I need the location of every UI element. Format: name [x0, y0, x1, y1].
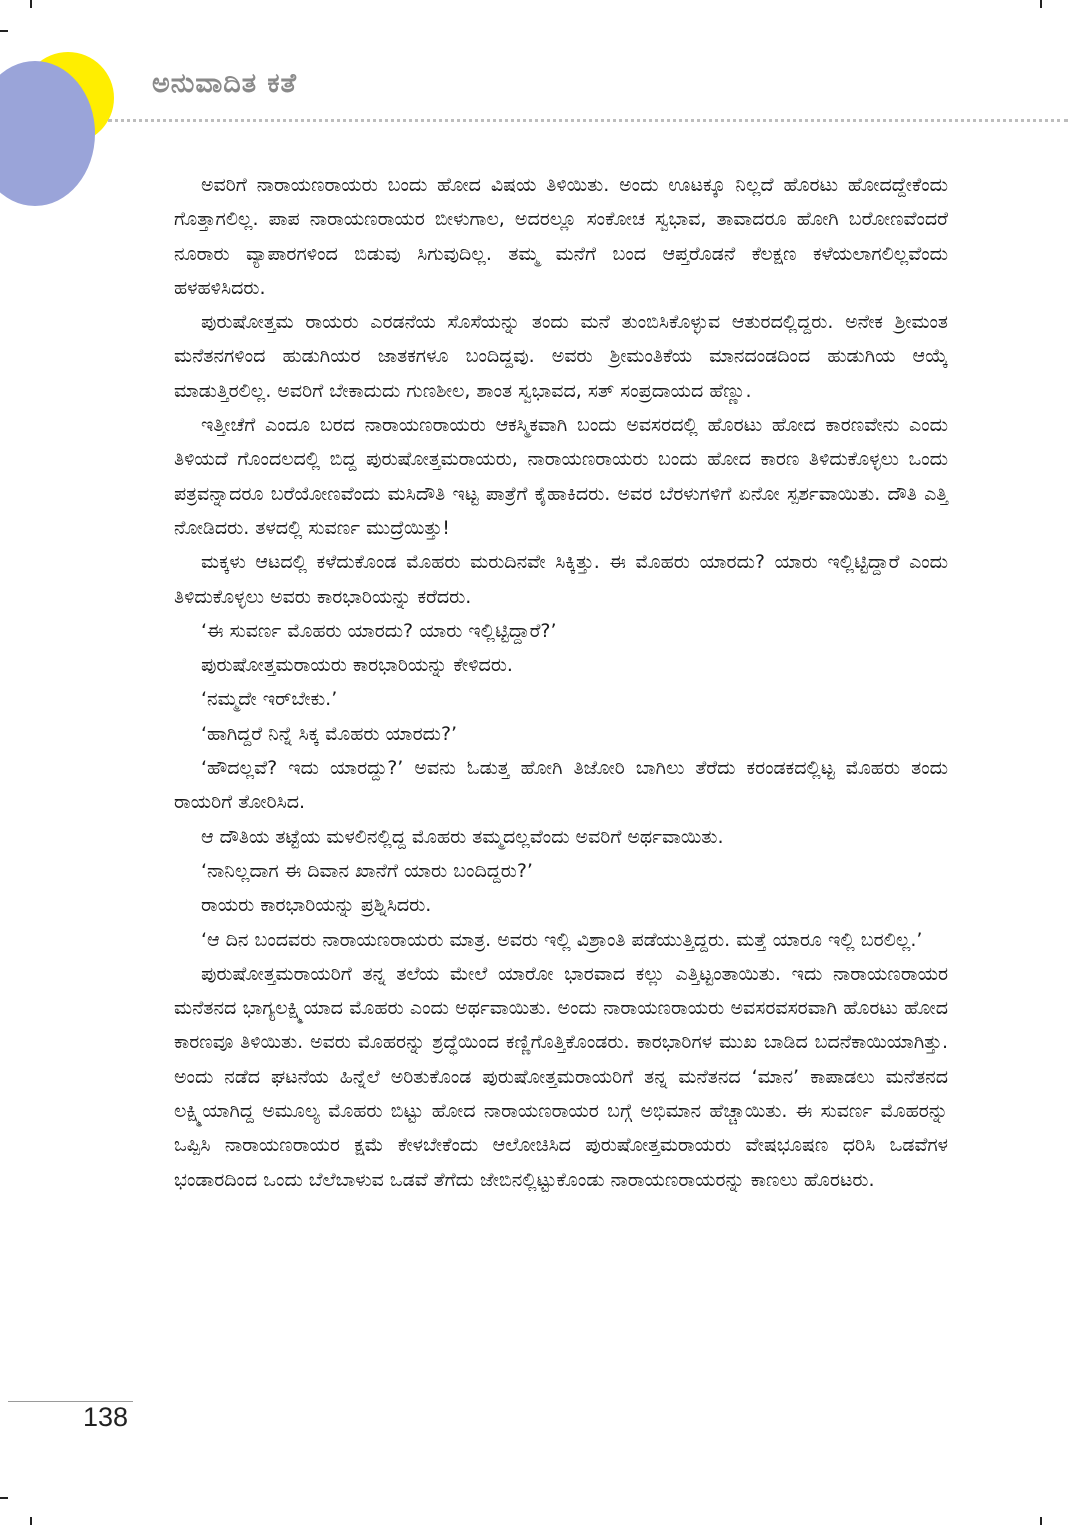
dialogue-line: ‘ನಮ್ಮದೇ ಇರ್‌ಬೇಕು.’ [201, 688, 338, 711]
paragraph: ಪುರುಷೋತ್ತಮ ರಾಯರು ಎರಡನೆಯ ಸೊಸೆಯನ್ನು ತಂದು ಮನೆ ತುಂಬಿಸಿಕೊಳ್ಳುವ ಆತುರದಲ್ಲಿದ್ದರು. ಅನೇಕ ಶ್ರೀಮಂತ ಮನೆತನಗಳಿಂದ ಹುಡುಗಿಯರ ಜಾತಕಗಳೂ ಬಂದಿದ್ದವು. ಅವರು ಶ್ರೀಮಂತಿಕೆಯ ಮಾನದಂಡದಿಂದ ಹುಡುಗಿಯ ಆಯ್ಕೆ ಮಾಡುತ್ತಿರಲಿಲ್ಲ. ಅವರಿಗೆ ಬೇಕಾದುದು ಗುಣಶೀಲ, ಶಾಂತ ಸ್ವಭಾವದ, ಸತ್ ಸಂಪ್ರದಾಯದ ಹೆಣ್ಣು. [174, 311, 948, 402]
paragraph: ಆ ದೌತಿಯ ತಟ್ಟೆಯ ಮಳಲಿನಲ್ಲಿದ್ದ ಮೊಹರು ತಮ್ಮದಲ್ಲವೆಂದು ಅವರಿಗೆ ಅರ್ಥವಾಯಿತು. [201, 825, 724, 848]
paragraph: ‘ಆ ದಿನ ಬಂದವರು ನಾರಾಯಣರಾಯರು ಮಾತ್ರ. ಅವರು ಇಲ್ಲಿ ವಿಶ್ರಾಂತಿ ಪಡೆಯುತ್ತಿದ್ದರು. ಮತ್ತೆ ಯಾರೂ ಇಲ್ಲಿ ಬರಲಿಲ್ಲ.’ [201, 928, 923, 951]
dialogue-line: ರಾಯರು ಕಾರಭಾರಿಯನ್ನು ಪ್ರಶ್ನಿಸಿದರು. [201, 894, 432, 917]
dialogue-line: ‘ಈ ಸುವರ್ಣ ಮೊಹರು ಯಾರದು? ಯಾರು ಇಲ್ಲಿಟ್ಟಿದ್ದಾರೆ?’ [201, 619, 557, 642]
crop-mark [0, 30, 8, 32]
dialogue-line: ‘ನಾನಿಲ್ಲದಾಗ ಈ ದಿವಾನ ಖಾನೆಗೆ ಯಾರು ಬಂದಿದ್ದರು?’ [201, 859, 533, 882]
crop-mark [1040, 0, 1042, 8]
crop-mark [0, 1497, 8, 1499]
crop-mark [30, 0, 32, 8]
paragraph: ಇತ್ತೀಚೆಗೆ ಎಂದೂ ಬರದ ನಾರಾಯಣರಾಯರು ಆಕಸ್ಮಿಕವಾಗಿ ಬಂದು ಅವಸರದಲ್ಲಿ ಹೊರಟು ಹೋದ ಕಾರಣವೇನು ಎಂದು ತಿಳಿಯದೆ ಗೊಂದಲದಲ್ಲಿ ಬಿದ್ದ ಪುರುಷೋತ್ತಮರಾಯರು, ನಾರಾಯಣರಾಯರು ಬಂದು ಹೋದ ಕಾರಣ ತಿಳಿದುಕೊಳ್ಳಲು ಒಂದು ಪತ್ರವನ್ನಾದರೂ ಬರೆಯೋಣವೆಂದು ಮಸಿದೌತಿ ಇಟ್ಟ ಪಾತ್ರೆಗೆ ಕೈಹಾಕಿದರು. ಅವರ ಬೆರಳುಗಳಿಗೆ ಏನೋ ಸ್ಪರ್ಶವಾಯಿತು. ದೌತಿ ಎತ್ತಿ ನೋಡಿದರು. ತಳದಲ್ಲಿ ಸುವರ್ಣ ಮುದ್ರೆಯಿತ್ತು! [174, 414, 948, 539]
paragraph: ಮಕ್ಕಳು ಆಟದಲ್ಲಿ ಕಳೆದುಕೊಂಡ ಮೊಹರು ಮರುದಿನವೇ ಸಿಕ್ಕಿತ್ತು. ಈ ಮೊಹರು ಯಾರದು? ಯಾರು ಇಲ್ಲಿಟ್ಟಿದ್ದಾರೆ ಎಂದು ತಿಳಿದುಕೊಳ್ಳಲು ಅವರು ಕಾರಭಾರಿಯನ್ನು ಕರೆದರು. [174, 551, 948, 608]
crop-mark [1040, 1517, 1042, 1525]
crop-mark [30, 1517, 32, 1525]
dialogue-line: ‘ಹಾಗಿದ್ದರೆ ನಿನ್ನೆ ಸಿಕ್ಕ ಮೊಹರು ಯಾರದು?’ [201, 722, 458, 745]
paragraph: ‘ಹೌದಲ್ಲವೆ? ಇದು ಯಾರದ್ದು?’ ಅವನು ಓಡುತ್ತ ಹೋಗಿ ತಿಜೋರಿ ಬಾಗಿಲು ತೆರೆದು ಕರಂಡಕದಲ್ಲಿಟ್ಟ ಮೊಹರು ತಂದು ರಾಯರಿಗೆ ತೋರಿಸಿದ. [174, 757, 948, 814]
story-body [174, 168, 948, 1197]
header-divider [108, 119, 1068, 122]
paragraph: ಪುರುಷೋತ್ತಮರಾಯರಿಗೆ ತನ್ನ ತಲೆಯ ಮೇಲೆ ಯಾರೋ ಭಾರವಾದ ಕಲ್ಲು ಎತ್ತಿಟ್ಟಂತಾಯಿತು. ಇದು ನಾರಾಯಣರಾಯರ ಮನೆತನದ ಭಾಗ್ಯಲಕ್ಷ್ಮಿಯಾದ ಮೊಹರು ಎಂದು ಅರ್ಥವಾಯಿತು. ಅಂದು ನಾರಾಯಣರಾಯರು ಅವಸರವಸರವಾಗಿ ಹೊರಟು ಹೋದ ಕಾರಣವೂ ತಿಳಿಯಿತು. ಅವರು ಮೊಹರನ್ನು ಶ್ರದ್ಧೆಯಿಂದ ಕಣ್ಣಿಗೊತ್ತಿಕೊಂಡರು. ಕಾರಭಾರಿಗಳ ಮುಖ ಬಾಡಿದ ಬದನೆಕಾಯಿಯಾಗಿತ್ತು. ಅಂದು ನಡೆದ ಘಟನೆಯ ಹಿನ್ನೆಲೆ ಅರಿತುಕೊಂಡ ಪುರುಷೋತ್ತಮರಾಯರಿಗೆ ತನ್ನ ಮನೆತನದ ‘ಮಾನ’ ಕಾಪಾಡಲು ಮನೆತನದ ಲಕ್ಷ್ಮಿಯಾಗಿದ್ದ ಅಮೂಲ್ಯ ಮೊಹರು ಬಿಟ್ಟು ಹೋದ ನಾರಾಯಣರಾಯರ ಬಗ್ಗೆ ಅಭಿಮಾನ ಹೆಚ್ಚಾಯಿತು. ಈ ಸುವರ್ಣ ಮೊಹರನ್ನು ಒಪ್ಪಿಸಿ ನಾರಾಯಣರಾಯರ ಕ್ಷಮೆ ಕೇಳಬೇಕೆಂದು ಆಲೋಚಿಸಿದ ಪುರುಷೋತ್ತಮರಾಯರು ವೇಷಭೂಷಣ ಧರಿಸಿ ಒಡವೆಗಳ ಭಂಡಾರದಿಂದ ಒಂದು ಬೆಲೆಬಾಳುವ ಒಡವೆ ತೆಗೆದು ಜೇಬಿನಲ್ಲಿಟ್ಟುಕೊಂಡು ನಾರಾಯಣರಾಯರನ್ನು ಕಾಣಲು ಹೊರಟರು. [174, 962, 948, 1191]
section-title: ಅನುವಾದಿತ ಕತೆ [152, 68, 297, 99]
dialogue-line: ಪುರುಷೋತ್ತಮರಾಯರು ಕಾರಭಾರಿಯನ್ನು ಕೇಳಿದರು. [201, 654, 513, 677]
paragraph: ಅವರಿಗೆ ನಾರಾಯಣರಾಯರು ಬಂದು ಹೋದ ವಿಷಯ ತಿಳಿಯಿತು. ಅಂದು ಊಟಕ್ಕೂ ನಿಲ್ಲದೆ ಹೊರಟು ಹೋದದ್ದೇಕೆಂದು ಗೊತ್ತಾಗಲಿಲ್ಲ. ಪಾಪ ನಾರಾಯಣರಾಯರ ಬೀಳುಗಾಲ, ಅದರಲ್ಲೂ ಸಂಕೋಚ ಸ್ವಭಾವ, ತಾವಾದರೂ ಹೋಗಿ ಬರೋಣವೆಂದರೆ ನೂರಾರು ವ್ಯಾಪಾರಗಳಿಂದ ಬಿಡುವು ಸಿಗುವುದಿಲ್ಲ. ತಮ್ಮ ಮನೆಗೆ ಬಂದ ಆಪ್ತರೊಡನೆ ಕೆಲಕ್ಷಣ ಕಳೆಯಲಾಗಲಿಲ್ಲವೆಂದು ಹಳಹಳಿಸಿದರು. [174, 174, 948, 299]
page-number: 138 [83, 1402, 129, 1432]
